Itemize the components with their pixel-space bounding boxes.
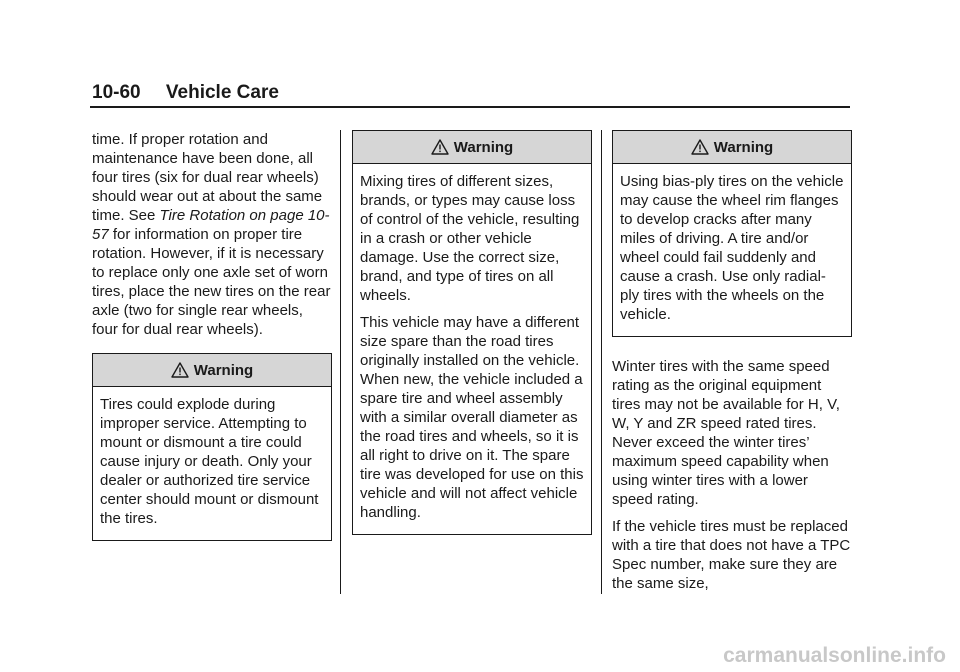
- warning-body: [613, 164, 851, 336]
- warning-header: [93, 354, 331, 387]
- section-title: Vehicle Care: [165, 82, 279, 103]
- warning-triangle-icon: [691, 139, 709, 155]
- warning-triangle-icon: [171, 362, 189, 378]
- warning-title: Warning: [453, 138, 514, 156]
- warning-title: Warning: [713, 138, 774, 156]
- warning-box: [92, 353, 332, 541]
- column-divider-1: [340, 130, 341, 594]
- cross-reference-link[interactable]: Tire Rotation on page 10-57: [92, 207, 330, 243]
- warning-body: [93, 387, 331, 540]
- warning-text: Tires could explode during improper service. Attempting to mount or dismount a tire could cause injury or death. Only your dealer or authorized tire service center should mount or dismount the tires.: [100, 396, 319, 527]
- warning-text: Mixing tires of different sizes, brands, or types may cause loss of control of the vehicle, resulting in a crash or other vehicle damage. Use the correct size, brand, and type of tires on all wheels.: [360, 173, 580, 304]
- watermark: carmanualsonline.info: [723, 644, 946, 667]
- body-paragraph: If the vehicle tires must be replaced with a tire that does not have a TPC Spec number, make sure they are the same size,: [612, 518, 851, 592]
- page-number: 10-60: [92, 82, 141, 103]
- body-paragraph: time. If proper rotation and maintenance have been done, all four tires (six for dual rear wheels) should wear out at about the same time. See Tire Rotation on page 10-57 for information on proper tire rotation. However, if it is necessary to replace only one axle set of worn tires, place the new tires on the rear axle (two for single rear wheels, four for dual rear wheels).: [92, 131, 331, 338]
- warning-text: Using bias-ply tires on the vehicle may cause the wheel rim flanges to develop cracks after many miles of driving. A tire and/or wheel could fail suddenly and cause a crash. Use only radial-ply tires with the wheels on the vehicle.: [620, 173, 844, 323]
- column-divider-2: [601, 130, 602, 594]
- warning-header: [613, 131, 851, 164]
- warning-title: Warning: [193, 361, 254, 379]
- page-header: [92, 82, 850, 104]
- warning-triangle-icon: [431, 139, 449, 155]
- column-1: [92, 130, 332, 555]
- warning-body: [353, 164, 591, 534]
- warning-text: This vehicle may have a different size spare than the road tires originally installed on the vehicle. When new, the vehicle included a spare tire and wheel assembly with a similar overall diameter as the road tires and wheels, so it is all right to drive on it. The spare tire was developed for use on this vehicle and will not affect vehicle handling.: [360, 314, 584, 521]
- column-3: [612, 130, 852, 601]
- warning-header: [353, 131, 591, 164]
- warning-box: [352, 130, 592, 535]
- body-paragraph: Winter tires with the same speed rating as the original equipment tires may not be available for H, V, W, Y and ZR speed rated tires. Never exceed the winter tires’ maximum speed capability when using winter tires with a lower speed rating.: [612, 358, 840, 508]
- warning-box: [612, 130, 852, 337]
- column-2: [352, 130, 592, 549]
- header-rule: [90, 106, 850, 108]
